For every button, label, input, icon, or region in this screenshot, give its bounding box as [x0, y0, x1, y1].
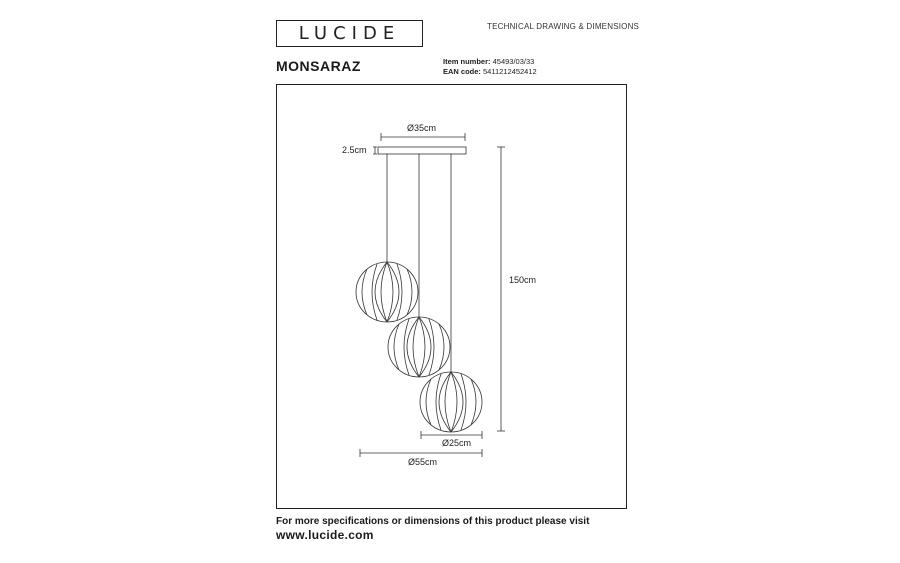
ean-label: EAN code:	[443, 67, 481, 76]
canopy	[378, 147, 466, 154]
document-kind: TECHNICAL DRAWING & DIMENSIONS	[487, 22, 640, 31]
shade-diameter-label: Ø25cm	[442, 438, 472, 448]
item-number-label: Item number:	[443, 57, 491, 66]
item-number-value: 45493/03/33	[492, 57, 535, 66]
canopy-diameter-label: Ø35cm	[407, 123, 437, 133]
globe-shade-right	[420, 368, 482, 432]
globe-shade-left	[356, 258, 418, 322]
product-name: MONSARAZ	[276, 58, 361, 74]
ean-value: 5411212452412	[483, 67, 537, 76]
total-height-label: 150cm	[509, 275, 537, 285]
ean-row	[443, 67, 537, 77]
canopy-height-label: 2.5cm	[342, 145, 367, 155]
overall-diameter-label: Ø55cm	[408, 457, 438, 467]
item-number-row	[443, 57, 537, 67]
product-meta	[443, 57, 537, 77]
website-link[interactable]: www.lucide.com	[276, 528, 374, 542]
brand-logo: LUCIDE	[276, 20, 423, 47]
drawing-frame	[276, 84, 627, 509]
footer-note: For more specifications or dimensions of this product please visit	[276, 516, 590, 527]
globe-shade-middle	[388, 313, 450, 377]
